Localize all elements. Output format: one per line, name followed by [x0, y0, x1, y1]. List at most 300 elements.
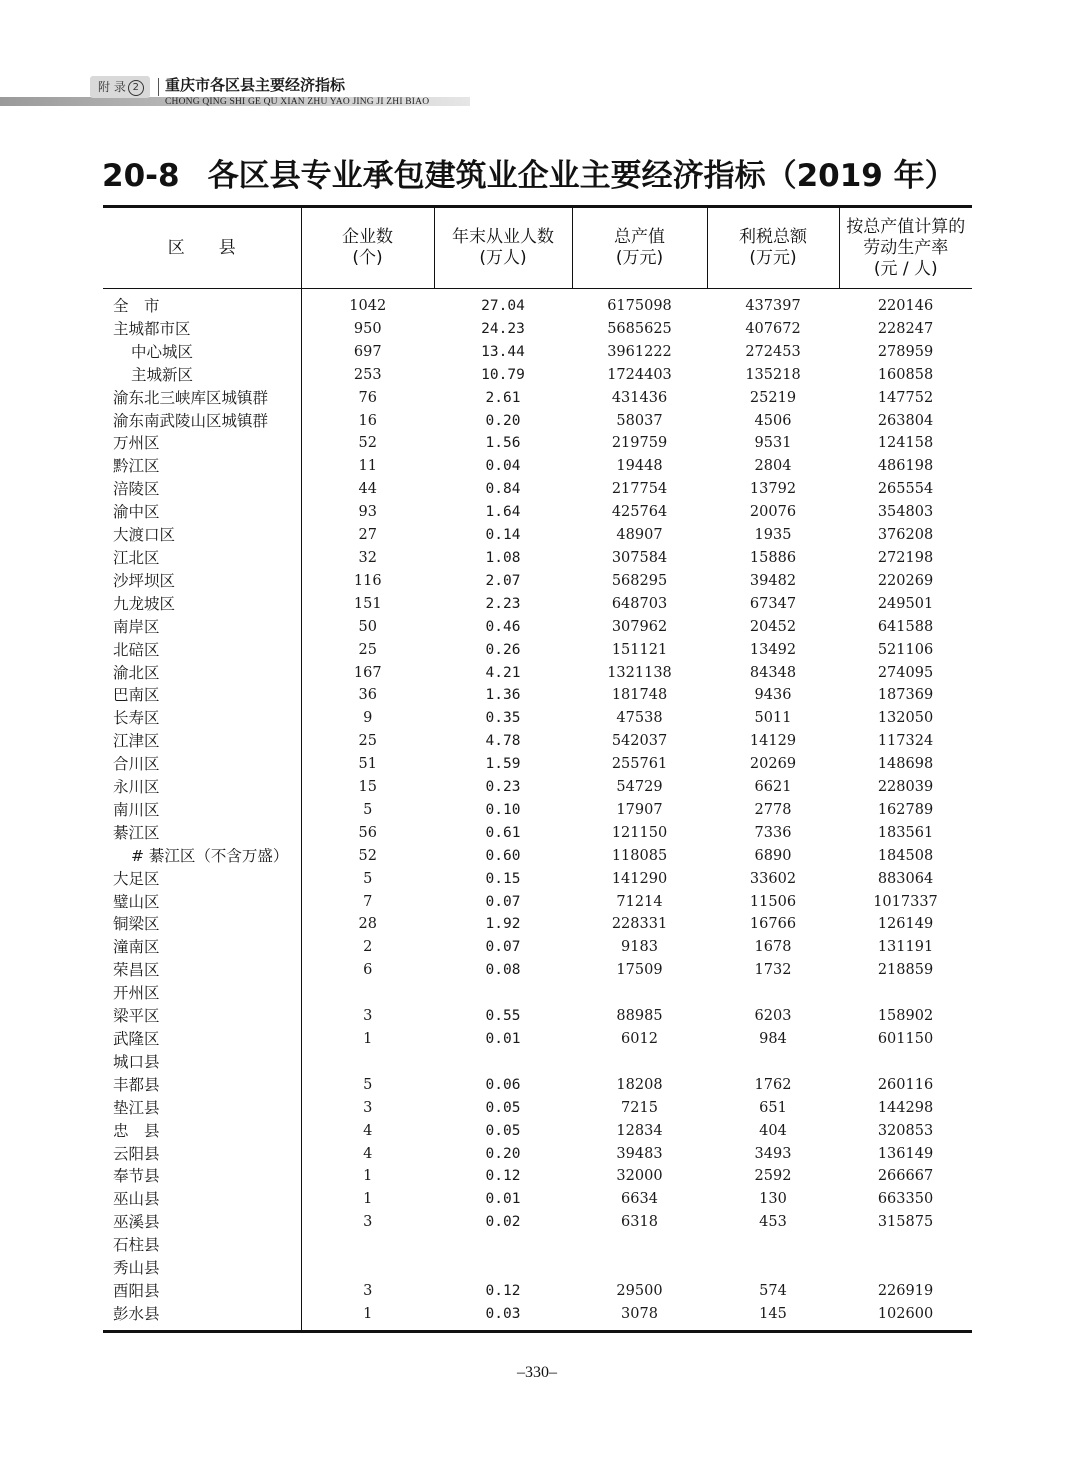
- header-separator: [158, 78, 159, 96]
- table-header: [103, 207, 972, 289]
- cell-col-4: 25219: [749, 389, 797, 406]
- cell-col-1: 1: [301, 1303, 434, 1331]
- cell-col-2: 0.01: [485, 1191, 521, 1208]
- cell-col-1: 3: [363, 1282, 373, 1299]
- cell-col-2: 0.14: [485, 527, 521, 544]
- cell-col-5: 1017337: [873, 893, 938, 910]
- cell-col-3: 47538: [616, 710, 663, 727]
- appendix-tag-label: 附 录: [98, 80, 126, 94]
- region-name: 巴南区: [103, 684, 301, 707]
- cell-col-4: 6890: [754, 847, 792, 864]
- cell-col-2: 0.05: [485, 1122, 521, 1139]
- cell-col-1: 76: [358, 389, 377, 406]
- cell-col-5: [839, 1051, 972, 1074]
- cell-col-5: 144298: [877, 1099, 934, 1116]
- cell-col-4: 20269: [749, 756, 797, 773]
- cell-col-2: 0.35: [485, 710, 521, 727]
- table-row: [103, 1005, 972, 1028]
- cell-col-3: 228331: [611, 916, 668, 933]
- page-number: –330–: [517, 1364, 557, 1381]
- cell-col-3: [572, 1257, 707, 1280]
- cell-col-5: 266667: [877, 1168, 934, 1185]
- cell-col-4: 13792: [749, 481, 797, 498]
- cell-col-3: 1724403: [607, 366, 672, 383]
- cell-col-4: 984: [759, 1031, 787, 1047]
- cell-col-1: 56: [358, 824, 377, 841]
- cell-col-4: 20076: [749, 504, 797, 521]
- cell-col-2: 0.84: [485, 481, 521, 498]
- cell-col-3: 425764: [611, 504, 668, 521]
- cell-col-4: 39482: [749, 572, 797, 589]
- table-row: [103, 524, 972, 547]
- table-row: [103, 845, 972, 868]
- cell-col-4: 2592: [754, 1168, 792, 1185]
- cell-col-3: 9183: [621, 939, 658, 956]
- cell-col-3: 255761: [611, 756, 668, 773]
- region-name: 涪陵区: [103, 478, 301, 501]
- statistics-table: [103, 205, 972, 1333]
- cell-col-5: [839, 982, 972, 1005]
- cell-col-4: 7336: [754, 824, 792, 841]
- cell-col-2: 1.59: [485, 756, 521, 773]
- cell-col-4: 1678: [754, 939, 792, 956]
- cell-col-3: 6634: [621, 1191, 658, 1208]
- cell-col-1: 2: [363, 939, 373, 956]
- cell-col-2: [434, 982, 572, 1005]
- region-name: 黔江区: [103, 455, 301, 478]
- cell-col-5: 263804: [877, 412, 934, 429]
- cell-col-4: 15886: [749, 549, 797, 566]
- table-row: [103, 936, 972, 959]
- cell-col-5: 315875: [877, 1214, 934, 1231]
- table-row: [103, 707, 972, 730]
- cell-col-1: [301, 982, 434, 1005]
- cell-col-4: 11506: [749, 893, 797, 910]
- cell-col-5: 162789: [877, 801, 934, 818]
- cell-col-1: 32: [358, 549, 377, 566]
- cell-col-1: 151: [353, 595, 382, 612]
- cell-col-1: 1: [363, 1191, 373, 1208]
- region-name: 垫江县: [103, 1097, 301, 1120]
- cell-col-5: 641588: [877, 618, 934, 635]
- column-header-line: 按总产值计算的: [846, 216, 966, 237]
- cell-col-5: 220146: [877, 298, 934, 314]
- cell-col-4: 574: [759, 1282, 787, 1299]
- table-row: [103, 432, 972, 455]
- region-name: 酉阳县: [103, 1280, 301, 1303]
- column-header-3: [572, 207, 707, 289]
- table-row: [103, 289, 972, 318]
- region-name: 巫山县: [103, 1188, 301, 1211]
- cell-col-4: [707, 1257, 839, 1280]
- cell-col-2: 0.15: [485, 870, 521, 887]
- cell-col-2: 0.61: [485, 824, 521, 841]
- table-header-row: [103, 207, 972, 289]
- column-header-line: 年末从业人数: [452, 227, 554, 247]
- cell-col-5: 354803: [877, 504, 934, 521]
- cell-col-1: 6: [363, 962, 373, 979]
- cell-col-1: 25: [358, 733, 377, 750]
- region-name: 璧山区: [103, 891, 301, 914]
- cell-col-4: 651: [759, 1099, 787, 1116]
- cell-col-2: 4.78: [485, 733, 521, 750]
- cell-col-5: 147752: [877, 389, 934, 406]
- cell-col-2: 0.55: [485, 1008, 521, 1025]
- cell-col-3: 141290: [611, 870, 668, 887]
- table-number: 20-8: [102, 158, 180, 194]
- cell-col-2: 13.44: [481, 343, 525, 360]
- region-name: 忠 县: [103, 1120, 301, 1143]
- cell-col-1: 3: [363, 1214, 373, 1231]
- cell-col-5: 601150: [877, 1031, 934, 1047]
- cell-col-3: [572, 982, 707, 1005]
- cell-col-4: 6621: [754, 779, 792, 796]
- table-row: [103, 1303, 972, 1331]
- column-header-line: 企业数: [342, 227, 393, 247]
- cell-col-2: 0.46: [485, 618, 521, 635]
- cell-col-5: 184508: [877, 847, 934, 864]
- region-name: 渝中区: [103, 501, 301, 524]
- cell-col-5: 228247: [877, 320, 934, 337]
- cell-col-2: 0.20: [485, 1145, 521, 1162]
- cell-col-4: 1935: [754, 527, 792, 544]
- table-row: [103, 318, 972, 341]
- column-header-1: [301, 207, 434, 289]
- cell-col-2: 0.06: [485, 1076, 521, 1093]
- cell-col-4: 135218: [745, 366, 801, 383]
- cell-col-5: 102600: [839, 1303, 972, 1331]
- table-row: [103, 1211, 972, 1234]
- cell-col-5: 218859: [877, 962, 934, 979]
- cell-col-4: 1762: [754, 1076, 792, 1093]
- region-name: 主城都市区: [103, 318, 301, 341]
- cell-col-5: 183561: [877, 824, 934, 841]
- table-title: [102, 150, 956, 195]
- region-name: 云阳县: [103, 1143, 301, 1166]
- cell-col-5: 226919: [877, 1282, 934, 1299]
- region-name: 北碚区: [103, 639, 301, 662]
- cell-col-5: [839, 1257, 972, 1280]
- region-name: 丰都县: [103, 1074, 301, 1097]
- cell-col-4: 130: [759, 1191, 787, 1208]
- cell-col-2: 2.23: [485, 595, 521, 612]
- table-row: [103, 776, 972, 799]
- region-name: 荣昌区: [103, 959, 301, 982]
- cell-col-4: 14129: [749, 733, 797, 750]
- cell-col-1: 15: [358, 779, 377, 796]
- cell-col-4: 2804: [754, 458, 792, 475]
- cell-col-1: 1: [363, 1168, 373, 1185]
- cell-col-5: 187369: [877, 687, 934, 704]
- column-header-line: 区 县: [167, 237, 236, 258]
- cell-col-3: 18208: [616, 1076, 663, 1093]
- table-row: [103, 959, 972, 982]
- cell-col-4: [707, 982, 839, 1005]
- cell-col-2: 0.04: [485, 458, 521, 475]
- cell-col-3: 217754: [611, 481, 668, 498]
- cell-col-1: 697: [353, 343, 382, 360]
- cell-col-2: 10.79: [481, 366, 525, 383]
- cell-col-1: 44: [358, 481, 377, 498]
- cell-col-4: 2778: [754, 801, 792, 818]
- region-name: 巫溪县: [103, 1211, 301, 1234]
- cell-col-2: 0.23: [485, 779, 521, 796]
- region-name: 永川区: [103, 776, 301, 799]
- cell-col-3: 54729: [616, 779, 663, 796]
- cell-col-3: 118085: [611, 847, 668, 864]
- table-row: [103, 822, 972, 845]
- table-row: [103, 341, 972, 364]
- cell-col-5: 136149: [877, 1145, 934, 1162]
- column-header-line: (万元): [615, 248, 664, 268]
- table-row: [103, 1165, 972, 1188]
- table-row: [103, 1257, 972, 1280]
- cell-col-1: 11: [358, 458, 377, 475]
- cell-col-5: 265554: [877, 481, 934, 498]
- cell-col-2: 27.04: [481, 298, 525, 314]
- region-name: 城口县: [103, 1051, 301, 1074]
- region-name: 江津区: [103, 730, 301, 753]
- column-header-0: [103, 207, 301, 289]
- cell-col-2: 4.21: [485, 664, 521, 681]
- cell-col-4: 1732: [754, 962, 792, 979]
- cell-col-2: 0.20: [485, 412, 521, 429]
- cell-col-3: 542037: [611, 733, 668, 750]
- cell-col-2: 1.92: [485, 916, 521, 933]
- table-row: [103, 1143, 972, 1166]
- cell-col-3: 32000: [616, 1168, 663, 1185]
- cell-col-3: [572, 1234, 707, 1257]
- appendix-tag: [90, 76, 150, 98]
- cell-col-3: 6175098: [607, 298, 672, 314]
- table-row: [103, 501, 972, 524]
- region-name: 渝北区: [103, 662, 301, 685]
- cell-col-1: [301, 1051, 434, 1074]
- table-row: [103, 639, 972, 662]
- cell-col-1: 253: [353, 366, 382, 383]
- cell-col-2: 2.07: [485, 572, 521, 589]
- region-name: 万州区: [103, 432, 301, 455]
- table-title-text: 各区县专业承包建筑业企业主要经济指标（2019 年）: [207, 158, 956, 194]
- region-name: 彭水县: [103, 1303, 301, 1331]
- cell-col-5: 320853: [877, 1122, 934, 1139]
- cell-col-1: 4: [363, 1145, 373, 1162]
- cell-col-4: 16766: [749, 916, 797, 933]
- cell-col-3: 71214: [616, 893, 663, 910]
- cell-col-4: 9436: [754, 687, 792, 704]
- region-name: 渝东北三峡库区城镇群: [103, 387, 301, 410]
- table-row: [103, 799, 972, 822]
- table-row: [103, 982, 972, 1005]
- table-row: [103, 593, 972, 616]
- cell-col-3: 39483: [616, 1145, 663, 1162]
- cell-col-1: 3: [363, 1008, 373, 1025]
- cell-col-2: 0.12: [485, 1168, 521, 1185]
- cell-col-2: 0.07: [485, 893, 521, 910]
- cell-col-1: 5: [363, 801, 373, 818]
- running-header-title: 重庆市各区县主要经济指标: [165, 76, 346, 94]
- cell-col-5: 160858: [877, 366, 934, 383]
- cell-col-2: [434, 1051, 572, 1074]
- cell-col-2: 24.23: [481, 320, 525, 337]
- cell-col-2: 0.02: [485, 1214, 521, 1231]
- cell-col-5: 272198: [877, 549, 934, 566]
- cell-col-3: 3078: [572, 1303, 707, 1331]
- cell-col-4: 13492: [749, 641, 797, 658]
- cell-col-1: 3: [363, 1099, 373, 1116]
- cell-col-1: 16: [358, 412, 377, 429]
- region-name: 开州区: [103, 982, 301, 1005]
- cell-col-3: 6012: [621, 1031, 658, 1047]
- cell-col-4: 3493: [754, 1145, 792, 1162]
- cell-col-5: 274095: [877, 664, 934, 681]
- cell-col-3: 219759: [611, 435, 668, 452]
- table-row: [103, 616, 972, 639]
- cell-col-3: 648703: [611, 595, 668, 612]
- cell-col-3: 568295: [611, 572, 668, 589]
- cell-col-2: 1.64: [485, 504, 521, 521]
- cell-col-1: 4: [363, 1122, 373, 1139]
- cell-col-1: 52: [358, 847, 377, 864]
- cell-col-5: 278959: [877, 343, 934, 360]
- cell-col-4: 33602: [749, 870, 797, 887]
- cell-col-2: 0.03: [434, 1303, 572, 1331]
- cell-col-2: 1.08: [485, 549, 521, 566]
- cell-col-1: 167: [353, 664, 382, 681]
- column-header-line: (个): [352, 248, 383, 268]
- cell-col-4: 6203: [754, 1008, 792, 1025]
- column-header-4: [707, 207, 839, 289]
- table-row: [103, 913, 972, 936]
- cell-col-3: 29500: [616, 1282, 663, 1299]
- cell-col-5: 158902: [877, 1008, 934, 1025]
- region-name: 合川区: [103, 753, 301, 776]
- cell-col-2: 0.08: [485, 962, 521, 979]
- cell-col-2: [434, 1234, 572, 1257]
- column-header-line: (万元): [749, 248, 797, 268]
- table-row: [103, 410, 972, 433]
- cell-col-3: 12834: [616, 1122, 663, 1139]
- region-name: 秀山县: [103, 1257, 301, 1280]
- region-name: 铜梁区: [103, 913, 301, 936]
- cell-col-5: 132050: [877, 710, 934, 727]
- cell-col-2: 0.01: [485, 1031, 521, 1047]
- table-row: [103, 478, 972, 501]
- cell-col-4: 20452: [749, 618, 797, 635]
- cell-col-2: 2.61: [485, 389, 521, 406]
- cell-col-3: [572, 1051, 707, 1074]
- region-name: 梁平区: [103, 1005, 301, 1028]
- cell-col-4: 272453: [745, 343, 801, 360]
- cell-col-5: 126149: [877, 916, 934, 933]
- region-name: 江北区: [103, 547, 301, 570]
- table-row: [103, 730, 972, 753]
- cell-col-3: 1321138: [607, 664, 672, 681]
- cell-col-2: [434, 1257, 572, 1280]
- region-name: 武隆区: [103, 1028, 301, 1051]
- cell-col-1: 50: [358, 618, 377, 635]
- cell-col-3: 307584: [611, 549, 668, 566]
- cell-col-1: 36: [358, 687, 377, 704]
- cell-col-3: 7215: [621, 1099, 658, 1116]
- cell-col-1: [301, 1234, 434, 1257]
- cell-col-5: 486198: [877, 458, 934, 475]
- region-name: 大足区: [103, 868, 301, 891]
- cell-col-2: 0.12: [485, 1282, 521, 1299]
- cell-col-3: 58037: [616, 412, 663, 429]
- cell-col-1: 5: [363, 1076, 373, 1093]
- cell-col-3: 48907: [616, 527, 663, 544]
- cell-col-1: 25: [358, 641, 377, 658]
- cell-col-3: 6318: [621, 1214, 658, 1231]
- running-header: [0, 70, 480, 114]
- cell-col-3: 88985: [616, 1008, 663, 1025]
- table-row: [103, 891, 972, 914]
- region-name: 大渡口区: [103, 524, 301, 547]
- table-row: [103, 1188, 972, 1211]
- cell-col-5: 883064: [877, 870, 934, 887]
- column-header-line: 总产值: [614, 227, 665, 247]
- cell-col-5: 117324: [877, 733, 934, 750]
- cell-col-4: 84348: [749, 664, 797, 681]
- region-name: 沙坪坝区: [103, 570, 301, 593]
- table-row: [103, 1097, 972, 1120]
- cell-col-1: 51: [358, 756, 377, 773]
- column-header-line: 利税总额: [739, 227, 807, 247]
- cell-col-5: 124158: [877, 435, 934, 452]
- cell-col-3: 17509: [616, 962, 663, 979]
- cell-col-1: 1042: [349, 298, 387, 314]
- cell-col-2: 0.10: [485, 801, 521, 818]
- cell-col-2: 0.07: [485, 939, 521, 956]
- column-header-2: [434, 207, 572, 289]
- table-row: [103, 1280, 972, 1303]
- cell-col-4: 9531: [754, 435, 792, 452]
- table-row: [103, 364, 972, 387]
- cell-col-3: 5685625: [607, 320, 672, 337]
- table-row: [103, 387, 972, 410]
- cell-col-5: 260116: [877, 1076, 934, 1093]
- region-name: 渝东南武陵山区城镇群: [103, 410, 301, 433]
- table-row: [103, 1028, 972, 1051]
- cell-col-1: 9: [363, 710, 373, 727]
- cell-col-5: [839, 1234, 972, 1257]
- cell-col-1: 950: [353, 320, 382, 337]
- region-name: 九龙坡区: [103, 593, 301, 616]
- table-body: [103, 289, 972, 1332]
- cell-col-2: 0.05: [485, 1099, 521, 1116]
- cell-col-4: 453: [759, 1214, 787, 1231]
- table-row: [103, 1051, 972, 1074]
- region-name: # 綦江区（不含万盛）: [103, 845, 301, 868]
- cell-col-4: [707, 1234, 839, 1257]
- region-name: 长寿区: [103, 707, 301, 730]
- region-name: 潼南区: [103, 936, 301, 959]
- cell-col-1: 52: [358, 435, 377, 452]
- table-row: [103, 1120, 972, 1143]
- region-name: 中心城区: [103, 341, 301, 364]
- region-name: 南岸区: [103, 616, 301, 639]
- column-header-line: (万人): [479, 248, 527, 268]
- cell-col-4: 145: [707, 1303, 839, 1331]
- cell-col-1: 1: [363, 1031, 373, 1047]
- table-row: [103, 547, 972, 570]
- column-header-line: (元 / 人): [873, 258, 938, 279]
- column-header-line: 劳动生产率: [863, 237, 949, 258]
- cell-col-5: 220269: [877, 572, 934, 589]
- cell-col-5: 131191: [877, 939, 934, 956]
- cell-col-3: 151121: [611, 641, 668, 658]
